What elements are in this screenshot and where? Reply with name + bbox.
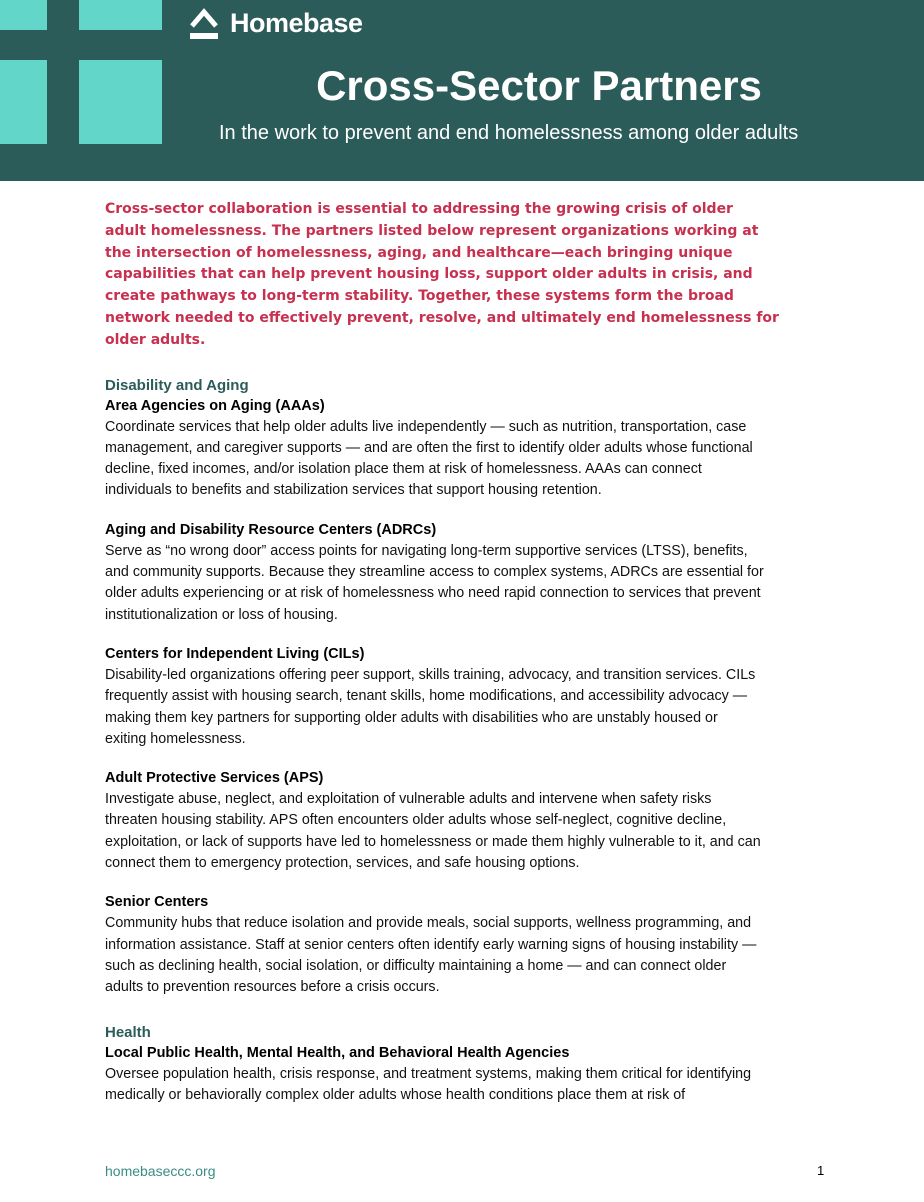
- partner-description-line: exploitation, or lack of supports have led to homelessness or made them highly vulnerable to it, and can: [105, 833, 761, 850]
- partner-entry: [105, 768, 845, 874]
- partner-entry: [105, 396, 845, 502]
- partner-description-line: information assistance. Staff at senior centers often identify early warning signs of housing instability —: [105, 936, 757, 953]
- partner-description-line: such as declining health, social isolation, or difficulty maintaining a home — and can connect older: [105, 957, 727, 974]
- intro-line: older adults.: [105, 331, 206, 348]
- intro-line: adult homelessness. The partners listed below represent organizations working at: [105, 222, 759, 239]
- partner-entry: [105, 1043, 845, 1107]
- decorative-square: [0, 0, 47, 30]
- partner-description-line: threaten housing stability. APS often encounters older adults whose self-neglect, cognitive decline,: [105, 812, 727, 829]
- partner-description-line: Disability-led organizations offering peer support, skills training, advocacy, and transition services. CILs: [105, 666, 756, 683]
- intro-line: capabilities that can help prevent housing loss, support older adults in crisis, and: [105, 266, 753, 283]
- category-heading: Disability and Aging: [105, 376, 249, 394]
- partner-entry: [105, 644, 845, 750]
- intro-line: network needed to effectively prevent, resolve, and ultimately end homelessness for: [105, 309, 779, 326]
- partner-entry: [105, 892, 845, 998]
- partner-title: Senior Centers: [105, 894, 209, 911]
- partner-title: Adult Protective Services (APS): [105, 770, 324, 787]
- partner-description-line: management, and caregiver supports — and are often the first to identify older adults whose functional: [105, 439, 753, 456]
- house-icon: [190, 6, 218, 40]
- partner-description-line: Oversee population health, crisis response, and treatment systems, making them critical for identifying: [105, 1065, 752, 1082]
- partner-description-line: adults to prevention resources before a crisis occurs.: [105, 979, 440, 996]
- partner-description-line: frequently assist with housing search, tenant skills, home modifications, and accessibility advocacy —: [105, 688, 748, 705]
- intro-line: create pathways to long-term stability. Together, these systems form the broad: [105, 288, 734, 305]
- page-number: 1: [817, 1163, 825, 1178]
- website-link[interactable]: homebaseccc.org: [105, 1163, 216, 1179]
- partner-description-line: Community hubs that reduce isolation and provide meals, social supports, wellness programming, and: [105, 915, 752, 932]
- header-banner: [0, 0, 924, 181]
- partner-description-line: institutionalization or loss of housing.: [105, 606, 338, 623]
- partner-description-line: Investigate abuse, neglect, and exploitation of vulnerable adults and intervene when safety risks: [105, 791, 712, 808]
- partner-description-line: and community supports. Because they streamline access to complex systems, ADRCs are essential for: [105, 564, 764, 581]
- page-subtitle: In the work to prevent and end homelessness among older adults: [219, 122, 799, 144]
- intro-line: Cross-sector collaboration is essential to addressing the growing crisis of older: [105, 201, 733, 217]
- partner-description-line: connect them to emergency protection, services, and safe housing options.: [105, 855, 580, 872]
- homebase-logo: [190, 6, 363, 40]
- intro-line: the intersection of homelessness, aging, and healthcare—each bringing unique: [105, 244, 733, 261]
- partner-title: Local Public Health, Mental Health, and Behavioral Health Agencies: [105, 1044, 570, 1061]
- page-title: Cross-Sector Partners: [316, 62, 762, 109]
- document-body: [105, 199, 845, 1106]
- partner-title: Area Agencies on Aging (AAAs): [105, 397, 325, 414]
- category-heading: Health: [105, 1023, 151, 1041]
- partner-description-line: individuals to benefits and stabilization services that support housing retention.: [105, 482, 602, 499]
- partner-description-line: Serve as “no wrong door” access points for navigating long-term supportive services (LTSS), benefits,: [105, 542, 748, 559]
- decorative-square: [79, 0, 162, 30]
- partner-description-line: making them key partners for supporting older adults with disabilities who are unstably housed or: [105, 709, 718, 726]
- partner-description-line: exiting homelessness.: [105, 730, 246, 747]
- partner-description-line: decline, fixed incomes, and/or isolation place them at risk of homelessness. AAAs can connect: [105, 461, 702, 478]
- partner-entry: [105, 520, 845, 626]
- logo-text: Homebase: [230, 7, 363, 38]
- partner-description-line: Coordinate services that help older adults live independently — such as nutrition, transportation, case: [105, 418, 747, 435]
- intro-paragraph: [105, 199, 845, 352]
- partner-title: Aging and Disability Resource Centers (ADRCs): [105, 521, 437, 538]
- partner-description-line: medically or behaviorally complex older adults whose health conditions place them at risk of: [105, 1086, 686, 1103]
- partner-description-line: older adults experiencing or at risk of homelessness who need rapid connection to services that prevent: [105, 585, 761, 602]
- partner-title: Centers for Independent Living (CILs): [105, 645, 365, 662]
